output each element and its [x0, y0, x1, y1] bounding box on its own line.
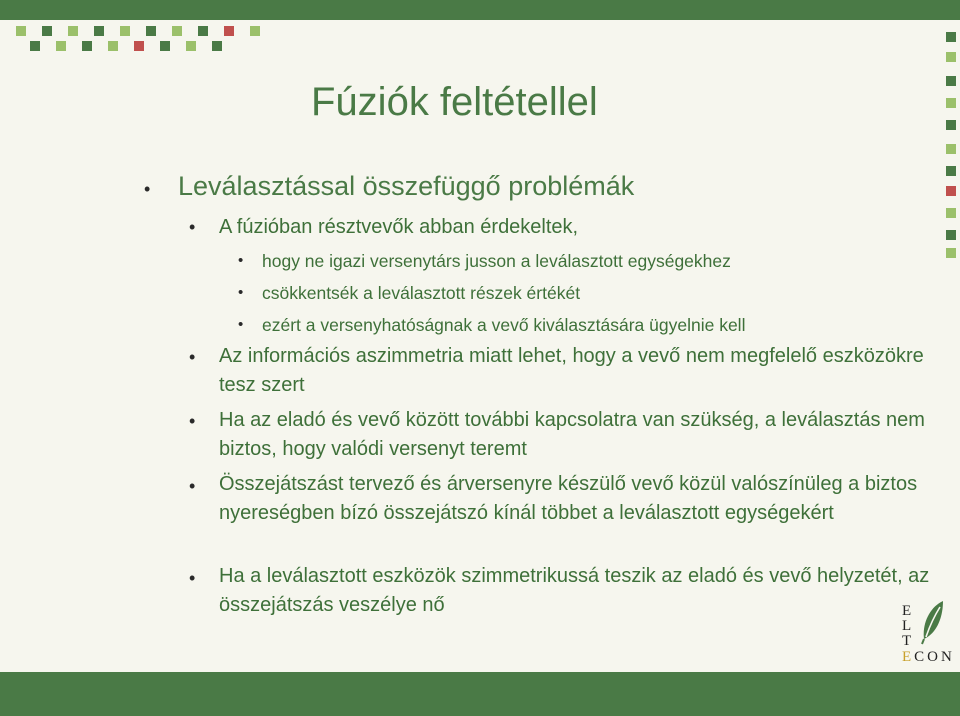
decor-square — [82, 41, 92, 51]
section-heading: Leválasztással összefüggő problémák — [178, 171, 635, 201]
decor-square — [224, 26, 234, 36]
bullet-dot: • — [238, 252, 244, 269]
decor-square — [160, 41, 170, 51]
bottom-bar — [0, 672, 960, 716]
decor-square — [198, 26, 208, 36]
decor-square — [186, 41, 196, 51]
decor-square — [146, 26, 156, 36]
decor-square — [946, 76, 956, 86]
logo-econ-rest: CON — [914, 649, 955, 665]
decor-square — [108, 41, 118, 51]
decor-square — [56, 41, 66, 51]
logo-letter-e: E — [902, 603, 912, 619]
list-item: Az információs aszimmetria miatt lehet, hogy a vevő nem megfelelő eszközökre tesz szert — [219, 345, 924, 396]
sub-list-item: hogy ne igazi versenytárs jusson a leválasztott egységekhez — [262, 251, 731, 271]
list-item: Összejátszást tervező és árversenyre készülő vevő közül valószínüleg a biztos nyereségben bízó összejátszó kínál többet a leválasztott egységekért — [219, 473, 918, 524]
sub-list-item: csökkentsék a leválasztott részek értékét — [262, 283, 581, 303]
decor-square — [946, 98, 956, 108]
bullet-dot: • — [189, 347, 196, 367]
decor-square — [946, 166, 956, 176]
logo-econ-e: E — [902, 649, 915, 665]
slide-title: Fúziók feltétellel — [311, 80, 598, 124]
decor-square — [250, 26, 260, 36]
bullet-dot: • — [238, 316, 244, 333]
logo-econ — [902, 649, 955, 666]
bullet-dot: • — [189, 476, 196, 496]
top-bar — [0, 0, 960, 20]
bullet-dot: • — [189, 411, 196, 431]
decor-square — [946, 144, 956, 154]
list-item: Ha a leválasztott eszközök szimmetrikussá teszik az eladó és vevő helyzetét, az összejátszás veszélye nő — [219, 565, 930, 616]
decor-square — [16, 26, 26, 36]
decor-square — [120, 26, 130, 36]
decor-square — [30, 41, 40, 51]
decor-square — [212, 41, 222, 51]
sub-list-item: ezért a versenyhatóságnak a vevő kiválasztására ügyelnie kell — [262, 315, 746, 335]
logo-letter-l: L — [902, 618, 912, 634]
decor-square — [172, 26, 182, 36]
list-item: A fúzióban résztvevők abban érdekeltek, — [219, 216, 579, 238]
leaf-icon — [920, 599, 946, 645]
decor-square — [946, 230, 956, 240]
logo-letter-t: T — [902, 633, 912, 649]
decor-square — [42, 26, 52, 36]
decor-square — [946, 186, 956, 196]
decor-square — [946, 248, 956, 258]
bullet-dot: • — [189, 568, 196, 588]
list-item: Ha az eladó és vevő között további kapcsolatra van szükség, a leválasztás nem biztos, hogy valódi versenyt teremt — [219, 409, 925, 460]
decor-square — [946, 120, 956, 130]
decor-square — [68, 26, 78, 36]
decor-square — [94, 26, 104, 36]
bullet-dot: • — [238, 284, 244, 301]
decor-square — [946, 52, 956, 62]
decor-square — [134, 41, 144, 51]
bullet-dot: • — [189, 217, 196, 237]
decor-square — [946, 208, 956, 218]
bullet-dot: • — [144, 179, 151, 199]
decor-square — [946, 32, 956, 42]
